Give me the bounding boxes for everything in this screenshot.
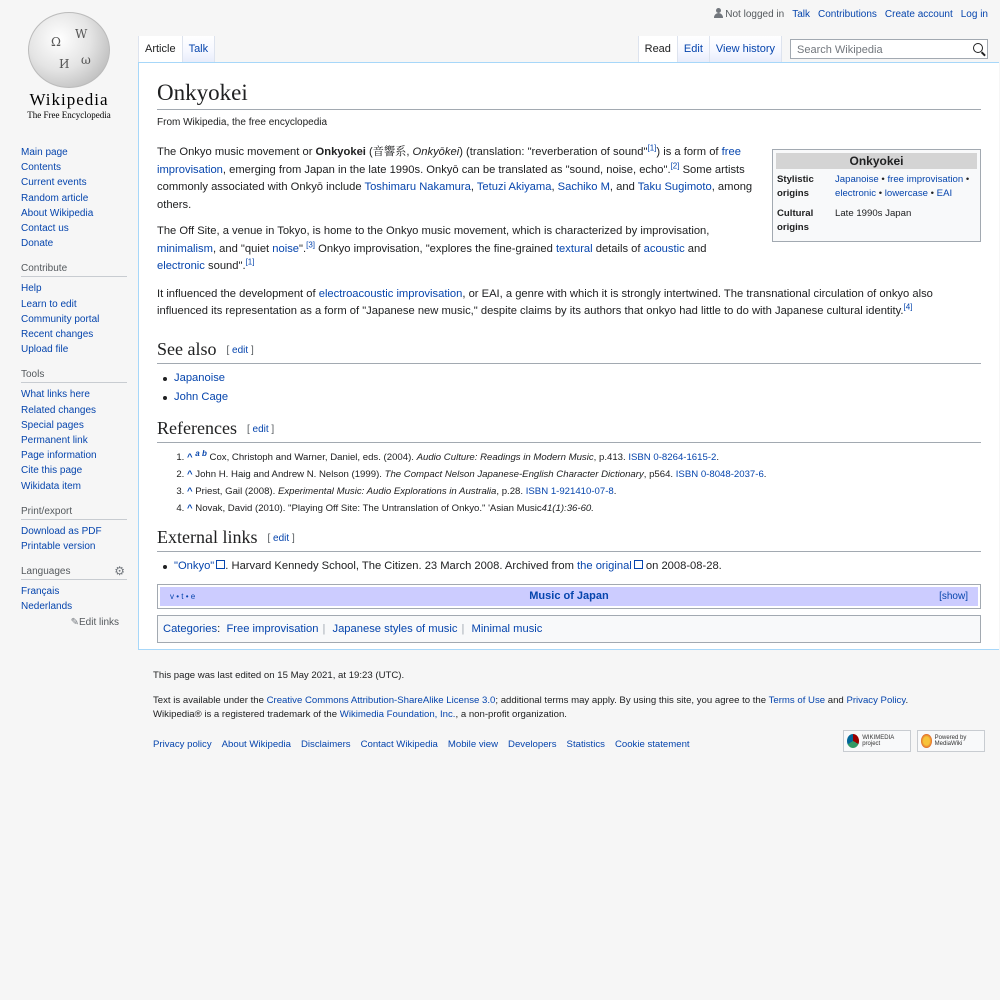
heading-see-also: See also [ edit ] [157,338,981,364]
sidebar-item-current-events[interactable]: Current events [21,177,87,189]
infobox-label-stylistic: Stylistic origins [777,174,814,199]
paragraph-influence: It influenced the development of electroacoustic improvisation, or EAI, a genre with which it is strongly intertwined. The transnational circulation of onkyo also influenced its representation as a form of "Japanese new music," despite claims by its authors that onkyo had little to do with Japanese cultural identity.[4] [157,287,933,317]
contribute-heading: Contribute [21,263,127,277]
ref-link-3[interactable]: [3] [306,239,316,249]
category-links: Categories: Free improvisation | Japanese styles of music | Minimal music [157,615,981,643]
backlink-caret: ^ [187,451,193,463]
pencil-icon: ✎ [70,616,79,628]
tab-talk[interactable]: Talk [183,36,216,62]
navbox-title[interactable]: Music of Japan [529,589,609,602]
namespace-tabs [138,36,215,62]
external-link-icon [216,560,225,569]
sidebar-item-cite-this-page[interactable]: Cite this page [21,465,83,477]
tab-view-history[interactable]: View history [710,36,782,62]
login-link[interactable]: Log in [960,8,988,20]
link-tetuzi-akiyama[interactable]: Tetuzi Akiyama [476,181,552,193]
paragraph-intro: The Onkyo music movement or Onkyokei (音響系, Onkyōkei) (translation: "reverberation of sound"[1]) is a form of free improvisation, emerging from Japan in the late 1990s. Onkyō can be translated as "sound, noise, echo".[2] Some artists commonly associated with Onkyō include Toshimaru Nakamura, Tetuzi Akiyama, Sachiko M, and Taku Sugimoto, among others. [157,143,753,211]
infobox-link-eai[interactable]: EAI [936,187,953,199]
backlink-caret[interactable]: ^ [187,485,193,497]
edit-links-label[interactable]: Edit links [78,616,119,628]
categories-label[interactable]: Categories [163,622,218,635]
link-privacy-policy-inline[interactable]: Privacy Policy [846,695,906,706]
infobox: Onkyokei Stylistic origins Japanoise • free improvisation • electronic • lowercase • EAI Cultural origins Late 1990s Japan [772,149,981,242]
backlink-a[interactable]: a [195,448,200,458]
isbn-link[interactable]: ISBN 0-8264-1615-2 [628,451,717,463]
sidebar-item-printable-version[interactable]: Printable version [21,541,96,553]
infobox-link-japanoise[interactable]: Japanoise [835,174,879,185]
sidebar-item-learn-to-edit[interactable]: Learn to edit [21,298,77,310]
category-minimal-music[interactable]: Minimal music [471,622,543,635]
see-also-list [160,369,981,407]
category-japanese-styles[interactable]: Japanese styles of music [332,622,458,635]
footer-badges [843,730,985,752]
infobox-link-electronic[interactable]: electronic [835,187,877,199]
user-icon [714,8,723,18]
powered-by-mediawiki-badge[interactable]: Powered by MediaWiki [917,730,985,752]
sidebar-item-lang-nl[interactable]: Nederlands [21,601,73,613]
puzzle-globe-icon: Ω W И ω [28,12,110,88]
link-sachiko-m[interactable]: Sachiko M [557,181,610,193]
not-logged-in [714,8,784,20]
link-textural[interactable]: textural [555,242,593,255]
sidebar-item-upload-file[interactable]: Upload file [21,344,69,356]
footer-link-statistics[interactable]: Statistics [566,739,605,750]
mediawiki-icon [921,734,932,748]
category-free-improvisation[interactable]: Free improvisation [226,622,319,635]
sidebar [21,145,127,628]
reference-item: 1. ^ $^{a b}$ Cox, Christoph and Warner, Daniel, eds. (2004). Audio Culture: Readings in Modern Music, p.413. ISBN 0-8264-1615-2. [187,449,981,466]
link-toshimaru-nakamura[interactable]: Toshimaru Nakamura [364,181,471,193]
navbox [157,584,981,609]
link-terms[interactable]: Terms of Use [768,695,826,706]
print-heading: Print/export [21,506,127,520]
link-onkyo-external[interactable]: "Onkyo" [174,559,215,572]
tab-article[interactable]: Article [138,36,183,62]
references-list [157,449,981,517]
ref-link-2[interactable]: [2] [670,160,680,170]
sidebar-item-lang-fr[interactable]: Français [21,586,60,598]
contributions-link[interactable]: Contributions [818,8,877,20]
languages-heading-label: Languages [21,566,71,578]
search-box [790,39,988,59]
sidebar-item-permanent-link[interactable]: Permanent link [21,435,88,447]
create-account-link[interactable]: Create account [884,8,953,20]
ref-link-4[interactable]: [4] [903,302,913,312]
sidebar-item-page-information[interactable]: Page information [21,450,97,462]
isbn-link[interactable]: ISBN 1-921410-07-8 [525,485,614,497]
sidebar-item-recent-changes[interactable]: Recent changes [21,329,94,341]
site-subtitle: From Wikipedia, the free encyclopedia [157,117,328,128]
link-john-cage[interactable]: John Cage [174,390,229,403]
heading-references: References [ edit ] [157,417,981,443]
list-item [160,388,981,407]
link-cc-license[interactable]: Creative Commons Attribution-ShareAlike License 3.0 [266,695,496,706]
list-item [160,369,981,388]
footer-link-contact[interactable]: Contact Wikipedia [360,739,438,750]
footer-link-privacy[interactable]: Privacy policy [153,739,212,750]
wikipedia-logo[interactable] [0,0,138,130]
link-electronic[interactable]: electronic [157,260,205,272]
footer-link-mobile[interactable]: Mobile view [447,739,499,750]
sidebar-item-contents[interactable]: Contents [21,162,62,174]
nav-list [21,145,127,251]
sidebar-item-what-links-here[interactable]: What links here [21,389,90,401]
navbox-vte[interactable]: v • t • e [170,591,196,601]
external-links-list [160,557,981,576]
list-item: "Onkyo" . Harvard Kennedy School, The Citizen. 23 March 2008. Archived from the original on 2008-08-28. [160,557,981,576]
footer-link-disclaimers[interactable]: Disclaimers [300,739,351,750]
backlink-caret[interactable]: ^ [187,468,193,480]
tab-read[interactable]: Read [638,36,678,62]
infobox-label-cultural: Cultural origins [777,208,814,233]
search-icon[interactable] [973,43,983,53]
paragraph-off-site: The Off Site, a venue in Tokyo, is home to the Onkyo music movement, which is characterized by improvisation, minimalism, and "quiet noise".[3] Onkyo improvisation, "explores the fine-grained textural details of acoustic and electronic sound".[1] [157,225,710,272]
personal-tools [714,8,988,20]
license-text: Text is available under the Creative Commons Attribution-ShareAlike License 3.0; additional terms may apply. By using this site, you agree to the Terms of Use and Privacy Policy. Wikipedia® is a registered trademark of the Wikimedia Foundation, Inc., a non-profit organization. [153,695,909,720]
wordmark: Wikipedia [29,90,109,109]
ref-link-1b[interactable]: [1] [245,257,255,267]
tagline: The Free Encyclopedia [27,110,111,120]
sidebar-item-help[interactable]: Help [21,283,42,295]
infobox-title: Onkyokei [776,153,977,169]
heading-external-links: External links [ edit ] [157,526,981,552]
infobox-link-free-improvisation[interactable]: free improvisation [887,174,964,185]
link-electroacoustic-improvisation[interactable]: electroacoustic improvisation [318,287,463,300]
edit-section-external[interactable]: [ edit ] [267,532,295,544]
tools-heading: Tools [21,369,127,383]
navbox-show-button[interactable]: [show] [939,590,968,602]
wikimedia-project-badge[interactable]: WIKIMEDIA project [843,730,911,752]
wikimedia-icon [847,734,859,748]
backlink-caret[interactable]: ^ [187,502,193,514]
sidebar-item-special-pages[interactable]: Special pages [21,419,84,431]
not-logged-in-label: Not logged in [725,9,785,20]
tab-edit[interactable]: Edit [678,36,710,62]
gear-icon[interactable]: ⚙ [114,564,125,579]
sidebar-item-download-pdf[interactable]: Download as PDF [21,525,102,537]
sidebar-item-contact[interactable]: Contact us [21,223,69,235]
footer-link-developers[interactable]: Developers [508,739,557,750]
edit-links[interactable] [21,617,127,628]
edit-section-see-also[interactable]: [ edit ] [226,344,254,356]
languages-heading [21,566,127,580]
page-title: Onkyokei [157,79,981,110]
ref-link-1[interactable]: [1] [647,143,657,153]
view-tabs [638,36,988,62]
footer-link-about[interactable]: About Wikipedia [221,739,291,750]
last-modified: This page was last edited on 15 May 2021, at 19:23 (UTC). [153,670,405,681]
sidebar-item-related-changes[interactable]: Related changes [21,404,97,416]
sidebar-item-random-article[interactable]: Random article [21,192,89,204]
isbn-link[interactable]: ISBN 0-8048-2037-6 [675,468,764,480]
link-original[interactable]: the original [577,559,632,572]
sidebar-item-donate[interactable]: Donate [21,238,54,250]
link-minimalism[interactable]: minimalism [157,242,213,255]
sidebar-item-about[interactable]: About Wikipedia [21,207,94,219]
infobox-link-lowercase[interactable]: lowercase [884,187,928,199]
external-link-icon [634,560,643,569]
edit-section-references[interactable]: [ edit ] [246,423,275,435]
link-wmf[interactable]: Wikimedia Foundation, Inc. [339,709,456,720]
link-taku-sugimoto[interactable]: Taku Sugimoto [637,181,712,193]
talk-link[interactable]: Talk [792,8,810,20]
reference-item: 2. ^ John H. Haig and Andrew N. Nelson (1999). The Compact Nelson Japanese-English Character Dictionary, p564. ISBN 0-8048-2037-6. [187,466,981,483]
sidebar-item-main-page[interactable]: Main page [21,147,68,158]
search-input[interactable] [791,41,973,59]
infobox-value-cultural: Late 1990s Japan [835,208,912,219]
link-noise[interactable]: noise [272,242,300,255]
reference-item: 4. ^ Novak, David (2010). "Playing Off Site: The Untranslation of Onkyo." 'Asian Music41(1):36-60. [187,500,981,517]
content-area [138,62,999,650]
link-acoustic[interactable]: acoustic [643,242,685,255]
link-japanoise[interactable]: Japanoise [174,371,226,384]
backlink-b[interactable]: b [201,448,207,458]
sidebar-item-community-portal[interactable]: Community portal [21,313,100,325]
footer-link-cookie[interactable]: Cookie statement [614,739,690,750]
reference-item: 3. ^ Priest, Gail (2008). Experimental Music: Audio Explorations in Australia, p.28. ISBN 1-921410-07-8. [187,483,981,500]
link-free-improvisation[interactable]: free improvisation [157,146,741,176]
sidebar-item-wikidata-item[interactable]: Wikidata item [21,480,82,492]
